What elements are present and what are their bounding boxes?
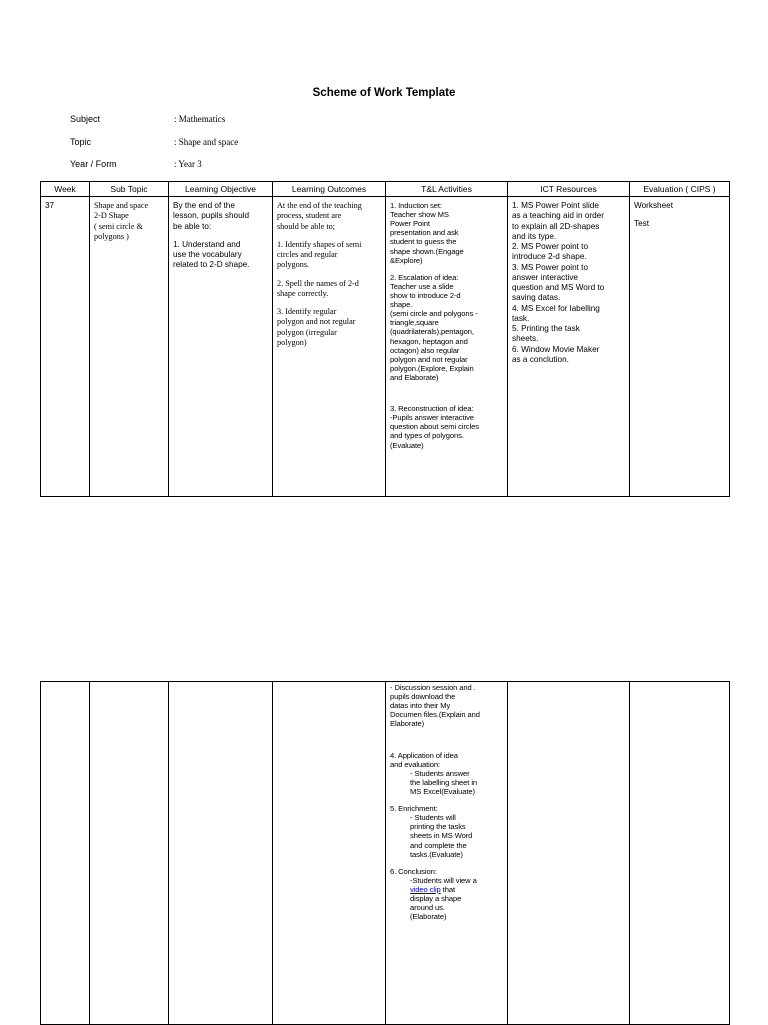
activity-discussion: - Discussion session and . pupils download the datas into their My Documen files.(Explain and Elaborate) [390,683,480,729]
evaluation-worksheet: Worksheet [634,201,673,210]
ict-resources-list: 1. MS Power Point slide as a teaching aid in order to explain all 2D-shapes and its type. 2. MS Power point to introduce 2-d shape. 3. MS Power point to answer interactive question and MS Word to saving datas. 4. MS Excel for labelling task. 5. Printing the task sheets. 6. Window Movie Maker as a conclution. [512,201,605,364]
activity-conclusion-body [390,876,503,922]
activity-enrichment-title: 5. Enrichment: [390,804,438,814]
activity-escalation: 2. Escalation of idea: Teacher use a slide show to introduce 2-d shape. (semi circle and polygons - triangle,square (quadrilaterals),pentagon, hexagon, heptagon and octagon) also regular polygon and not regular polygon.(Explore, Explain and Elaborate) [390,272,478,382]
cell-week [41,197,90,497]
meta-subject-label: Subject [70,114,101,124]
cell-sub-topic [90,197,169,497]
cell-ict-resources [508,197,630,497]
meta-year-value: : Year 3 [174,159,202,169]
cell-tl-activities [386,197,508,497]
cell2-evaluation [630,682,730,1025]
cell2-ict-resources [508,682,630,1025]
scheme-table-page1 [40,181,730,497]
header-learning-objective: Learning Objective [169,182,273,197]
sub-topic-text: Shape and space 2-D Shape ( semi circle & polygons ) [94,201,149,241]
meta-topic-label: Topic [70,137,92,147]
header-ict-resources: ICT Resources [508,182,630,197]
outcomes-intro: At the end of the teaching process, student are should be able to; [277,201,362,231]
activity-application-body: - Students answer the labelling sheet in MS Excel(Evaluate) [410,768,478,796]
activity-application-title: 4. Application of idea and evaluation: [390,750,458,769]
week-number: 37 [45,201,55,210]
cell2-learning-objective [169,682,273,1025]
cell2-learning-outcomes [273,682,386,1025]
cell-evaluation [630,197,730,497]
header-learning-outcomes: Learning Outcomes [273,182,386,197]
cell-learning-outcomes [273,197,386,497]
document-title: Scheme of Work Template [312,87,456,99]
cell2-tl-activities [386,682,508,1025]
activity-reconstruction: 3. Reconstruction of idea: -Pupils answer interactive question about semi circles and types of polygons. (Evaluate) [390,404,479,450]
activity-conclusion-title: 6. Conclusion: [390,866,437,876]
video-clip-link[interactable]: video clip [410,884,441,894]
cell2-week [41,682,90,1025]
meta-topic-value: : Shape and space [174,137,239,147]
header-sub-topic: Sub Topic [90,182,169,197]
evaluation-test: Test [634,219,650,229]
outcome-3: 3. Identify regular polygon and not regular polygon (irregular polygon) [277,307,356,347]
conclusion-post: that display a shape around us. (Elaborate) [410,884,462,922]
meta-year-label: Year / Form [70,159,117,169]
objective-intro: By the end of the lesson, pupils should be able to: [173,201,250,231]
meta-subject-value: : Mathematics [174,114,226,124]
outcome-2: 2. Spell the names of 2-d shape correctly. [277,278,359,298]
activity-induction: 1. Induction set: Teacher show MS Power Point presentation and ask student to guess the shape shown.(Engage &Explore) [390,201,464,265]
outcome-1: 1. Identify shapes of semi circles and regular polygons. [277,239,362,270]
activity-enrichment-body: - Students will printing the tasks sheets in MS Word and complete the tasks.(Evaluate) [410,813,473,859]
header-evaluation: Evaluation ( CIPS ) [630,182,730,197]
scheme-table-page2 [40,681,730,1025]
header-week: Week [41,182,90,197]
objective-item-1: 1. Understand and use the vocabulary related to 2-D shape. [173,239,250,270]
header-tl-activities: T&L Activities [386,182,508,197]
conclusion-pre: -Students will view a [410,875,477,885]
cell-learning-objective [169,197,273,497]
cell2-sub-topic [90,682,169,1025]
